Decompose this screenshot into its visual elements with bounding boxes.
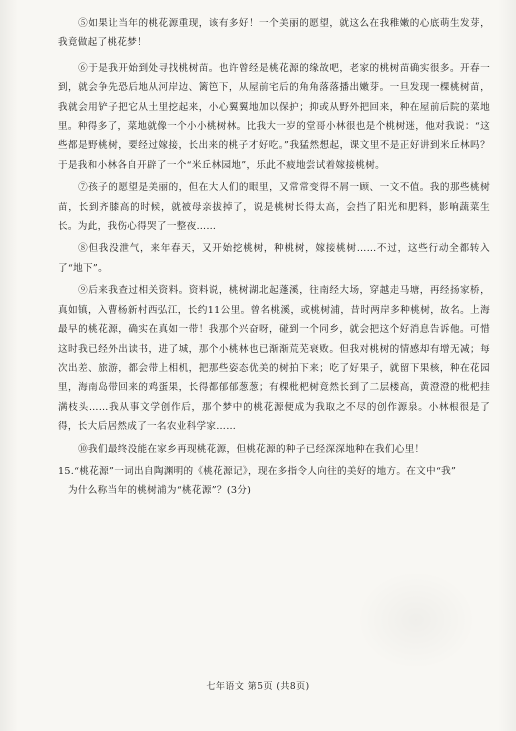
page-footer: 七年语文 第5页 (共8页) [206, 682, 310, 692]
question-15-line1: 15.“桃花源”一词出自陶渊明的《桃花源记》，现在多指令人向往的美好的地方。在文中“我” [58, 465, 457, 477]
question-15-line2: 为什么称当年的桃树浦为“桃花源”？(3分) [68, 484, 252, 496]
paragraph-8: ⑧但我没泄气，来年春天，又开始挖桃树，种桃树，嫁接桃树……不过，这些行动全都转入了“地下”。 [58, 243, 490, 274]
reading-passage [58, 14, 490, 500]
question-15 [58, 462, 490, 500]
paragraph-6: ⑥于是我开始到处寻找桃树苗。也许曾经是桃花源的缘故吧，老家的桃树苗确实很多。开春一到，就会争先恐后地从河岸边、篱笆下，从屋前宅后的角角落落播出嫩芽。一旦发现一棵桃树苗，我就会用铲子把它从土里挖起来，小心翼翼地加以保护；抑或从野外把回来，种在屋前后院的菜地里。种得多了，菜地就像一个小小桃树林。比我大一岁的堂哥小林很也是个桃树迷，他对我说：“这些都是野桃树，要经过嫁接，长出来的桃子才好吃。”我猛然想起，课文里不是正好讲到米丘林吗？于是我和小林各自开辟了一个“米丘林园地”，乐此不疲地尝试着嫁接桃树。 [58, 62, 490, 171]
show-through-smudge [356, 570, 476, 670]
paragraph-7: ⑦孩子的愿望是美丽的，但在大人们的眼里，又常常变得不屑一顾、一文不值。我的那些桃树苗，长到齐膝高的时候，就被母亲拔掉了，说是桃树长得太高，会挡了阳光和肥料，影响蔬菜生长。为此，我伤心得哭了一整夜…… [58, 182, 490, 233]
paragraph-9: ⑨后来我查过相关资料。资料说，桃树湖北起蓬溪，往南经大场，穿越走马塘，再经扬家桥，真如镇，入曹杨新村西弘江，长约11公里。曾名桃溪，或桃树浦，昔时两岸多种桃树，故名。上海最早的桃花源，确实在真如一带！我那个兴奋呀，碰到一个同乡，就会把这个好消息告诉他。可惜这时我已经外出读书，进了城，那个小桃林也已渐渐荒芜衰败。但我对桃树的情感却有增无减；每次出差、旅游，都会带上相机，把那些姿态优美的树拍下来；吃了好果子，就留下果核，种在花园里，海南岛带回来的鸡蛋果，长得都郁郁葱葱；有棵枇杷树竟然长到了二层楼高，黄澄澄的枇杷挂满枝头……我从事文学创作后，那个梦中的桃花源便成为我取之不尽的创作源泉。小林根很是了得，长大后居然成了一名农业科学家…… [58, 285, 490, 433]
paragraph-5: ⑤如果让当年的桃花源重现，该有多好！一个美丽的愿望，就这么在我稚嫩的心底萌生发芽，我竟做起了桃花梦！ [58, 18, 490, 49]
paragraph-10: ⑩我们最终没能在家乡再现桃花源，但桃花源的种子已经深深地种在我们心里！ [78, 443, 425, 455]
